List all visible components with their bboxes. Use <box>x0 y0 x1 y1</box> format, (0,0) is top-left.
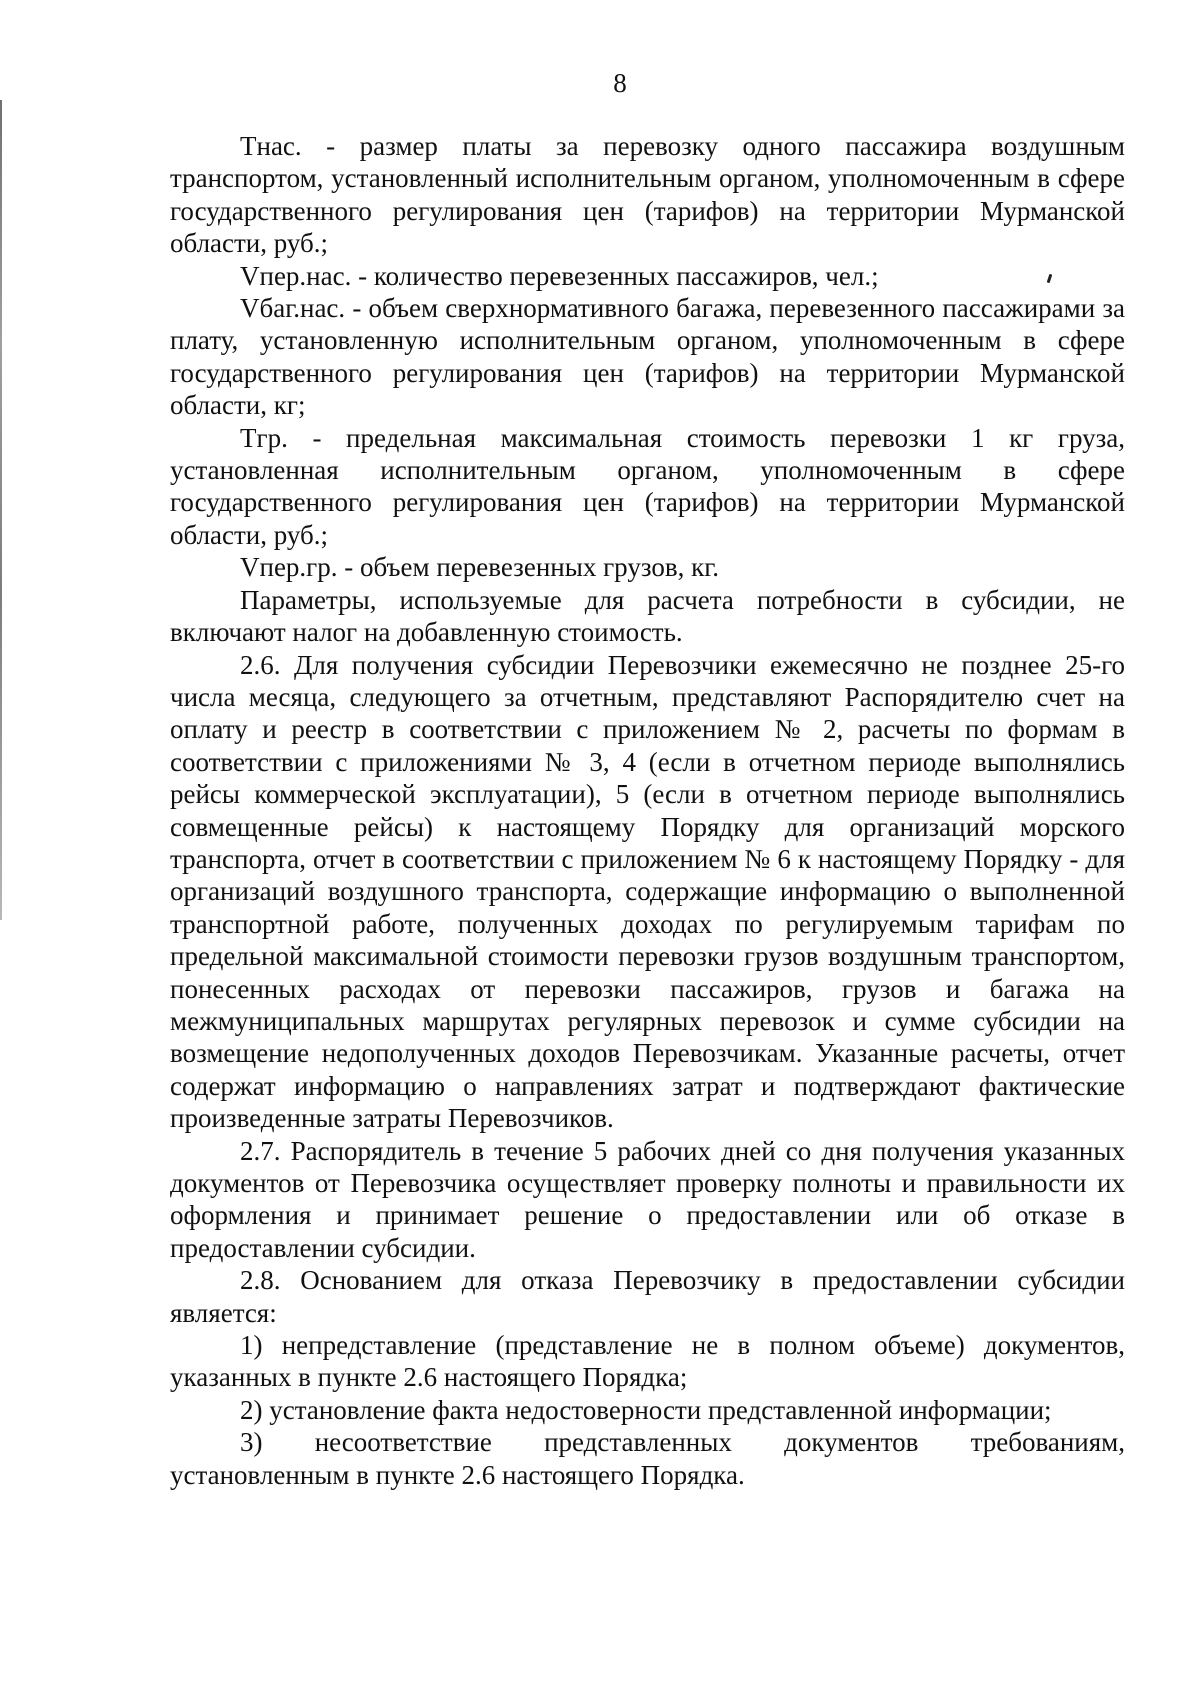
paragraph-2-8: 2.8. Основанием для отказа Перевозчику в предоставлении субсидии является: <box>170 1265 1125 1328</box>
list-item-3: 3) несоответствие представленных документов требованиям, установленным в пункте 2.6 настоящего Порядка. <box>170 1427 1125 1490</box>
list-item-2: 2) установление факта недостоверности представленной информации; <box>240 1394 1052 1425</box>
paragraph-t-gr: Тгр. - предельная максимальная стоимость перевозки 1 кг груза, установленная исполнительным органом, уполномоченным в сфере государственного регулирования цен (тарифов) на территории Мурманской области, руб.; <box>170 422 1125 550</box>
paragraph-2-6: 2.6. Для получения субсидии Перевозчики ежемесячно не позднее 25-го числа месяца, следующего за отчетным, представляют Распорядителю счет на оплату и реестр в соответствии с приложением № 2, расчеты по формам в соответствии с приложениями № 3, 4 (если в отчетном периоде выполнялись рейсы коммерческой эксплуатации), 5 (если в отчетном периоде выполнялись совмещенные рейсы) к настоящему Порядку для организаций морского транспорта, отчет в соответствии с приложением № 6 к настоящему Порядку - для организаций воздушного транспорта, содержащие информацию о выполненной транспортной работе, полученных доходах по регулируемым тарифам по предельной максимальной стоимости перевозки грузов воздушным транспортом, понесенных расходах от перевозки пассажиров, грузов и багажа на межмуниципальных маршрутах регулярных перевозок и сумме субсидии на возмещение недополученных доходов Перевозчикам. Указанные расчеты, отчет содержат информацию о направлениях затрат и подтверждают фактические произведенные затраты Перевозчиков. <box>170 649 1125 1134</box>
paragraph-2-7: 2.7. Распорядитель в течение 5 рабочих дней со дня получения указанных документов от Перевозчика осуществляет проверку полноты и правильности их оформления и принимает решение о предоставлении или об отказе в предоставлении субсидии. <box>170 1135 1125 1263</box>
paragraph-v-bag-nas: Vбаг.нас. - объем сверхнормативного багажа, перевезенного пассажирами за плату, установленную исполнительным органом, уполномоченным в сфере государственного регулирования цен (тарифов) на территории Мурманской области, кг; <box>170 293 1125 421</box>
scan-edge-shadow <box>0 100 2 920</box>
document-body <box>170 130 1125 1491</box>
list-item-1: 1) непредставление (представление не в полном объеме) документов, указанных в пункте 2.6 настоящего Порядка; <box>170 1330 1125 1393</box>
paragraph-parameters-note: Параметры, используемые для расчета потребности в субсидии, не включают налог на добавленную стоимость. <box>170 584 1125 648</box>
page-number: 8 <box>613 68 627 98</box>
paragraph-v-per-nas: Vпер.нас. - количество перевезенных пассажиров, чел.; <box>240 260 879 291</box>
paragraph-t-nas: Тнас. - размер платы за перевозку одного пассажира воздушным транспортом, установленный исполнительным органом, уполномоченным в сфере государственного регулирования цен (тарифов) на территории Мурманской области, руб.; <box>170 131 1125 259</box>
paragraph-v-per-gr: Vпер.гр. - объем перевезенных грузов, кг. <box>240 552 719 583</box>
